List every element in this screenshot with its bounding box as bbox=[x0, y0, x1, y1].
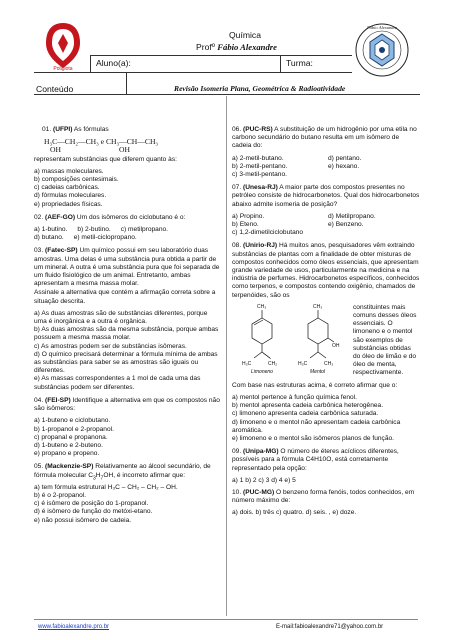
question-number: 08. bbox=[232, 242, 242, 250]
mentol-label: Mentol bbox=[310, 368, 326, 375]
option[interactable]: b) é o 2-propanol. bbox=[34, 491, 87, 499]
formula-1-oh: OH bbox=[118, 145, 130, 155]
question-number: 06. bbox=[232, 126, 242, 133]
option[interactable]: e) propano e propeno. bbox=[34, 450, 100, 458]
formula-1 bbox=[44, 138, 220, 154]
option[interactable]: c) é isômero de posição do 1-propanol. bbox=[34, 500, 149, 508]
option[interactable]: e) Benzeno. bbox=[328, 221, 364, 229]
option[interactable]: e) hexano. bbox=[328, 162, 360, 170]
footer-site-link[interactable]: www.fabioalexandre.pro.br bbox=[38, 624, 110, 630]
question-source: (PUC-RS) bbox=[243, 126, 273, 133]
header-rule bbox=[90, 55, 352, 56]
question-source: (Unesa-RJ) bbox=[243, 184, 278, 192]
option[interactable]: c) 3-metil-pentano. bbox=[232, 171, 287, 179]
student-label: Aluno(a): bbox=[96, 58, 131, 68]
question-03-options bbox=[34, 310, 220, 392]
question-text: As fórmulas bbox=[73, 126, 109, 133]
question-text: Identifique a alternativa em que os compostos não são isômeros: bbox=[34, 396, 220, 413]
option[interactable]: d) Metilpropano. bbox=[328, 212, 376, 220]
option[interactable]: c) As amostras podem ser de substâncias isômeras. bbox=[34, 342, 187, 350]
question-07 bbox=[232, 184, 420, 209]
formula-1-oh: OH bbox=[50, 145, 61, 155]
question-08-side-text: constituintes mais comuns desses óleos essenciais. O limoneno e o mentol são exemplos de substâncias obtidas do óleo de limão e do óleo de menta, respectivamente. bbox=[353, 303, 417, 377]
label-ch3: CH₃ bbox=[313, 303, 323, 310]
question-09-options[interactable]: a) 1 b) 2 c) 3 d) 4 e) 5 bbox=[232, 476, 296, 484]
question-07-options bbox=[232, 213, 420, 238]
question-number: 01. bbox=[42, 126, 52, 133]
question-10 bbox=[232, 489, 420, 505]
question-source: (Mackenzie-SP) bbox=[45, 463, 94, 471]
footer-email: E-mail:fabioalexandre71@yahoo.com.br bbox=[276, 624, 384, 630]
content-value: Revisão Isomeria Plana, Geométrica & Radioatividade bbox=[174, 84, 346, 93]
question-10-options[interactable]: a) dois. b) três c) quatro. d) seis. , e) doze. bbox=[232, 509, 357, 517]
question-02-options bbox=[34, 226, 220, 242]
option[interactable]: e) não possui isômero de cadeia. bbox=[34, 516, 132, 524]
question-number: 07. bbox=[232, 184, 242, 192]
question-text: A substituição de um hidrogênio por uma etila no carbono secundário do butano resulta em um isômero de cadeia do: bbox=[232, 126, 417, 150]
question-number: 10. bbox=[232, 488, 242, 496]
question-04 bbox=[34, 397, 220, 413]
teacher-name: Fábio Alexandre bbox=[217, 42, 277, 52]
question-text: Há muitos anos, pesquisadores vêm extraindo substâncias de plantas com a finalidade de obter misturas de compostos conhecidos como óleos essenciais, que apresentam grande variedade de usos, particularmente na medicina e na indústria de perfumes. Hidrocarbonetos específicos, conhecidos como terpenos, e compostos contendo oxigênio, chamados de terpenóides, são os bbox=[232, 242, 420, 299]
question-number: 02. bbox=[34, 213, 44, 221]
subscript: 3 bbox=[93, 474, 96, 481]
label-h3c: H₃C bbox=[298, 360, 308, 367]
question-06 bbox=[232, 126, 420, 151]
class-label: Turma: bbox=[286, 58, 313, 68]
content-label: Conteúdo bbox=[36, 84, 74, 94]
teacher-seal-logo bbox=[354, 20, 410, 80]
question-text: OH, é incorreto afirmar que: bbox=[103, 471, 186, 479]
question-text: O número de éteres acíclicos diferentes, possíveis para a fórmula C4H10O, está corretamente representado pela opção: bbox=[232, 448, 399, 472]
subject-title: Química bbox=[229, 30, 261, 40]
formula-1-main: H₃C—CH₂—CH₃ e CH₃—CH—CH₃ bbox=[44, 137, 159, 147]
question-08-cont: Com base nas estruturas acima, é correto afirmar que o: bbox=[232, 381, 398, 389]
option[interactable]: b) mentol apresenta cadeia carbônica heterogênea. bbox=[232, 402, 384, 410]
option[interactable]: b) As duas amostras são da mesma substância, porque ambas possuem a mesma massa molar. bbox=[34, 326, 219, 342]
teacher-prefix: Profº bbox=[196, 42, 215, 52]
option[interactable]: d) limoneno e o mentol não apresentam cadeia carbônica aromática. bbox=[232, 418, 401, 434]
label-ch3: CH₃ bbox=[257, 303, 267, 310]
question-text: Um químico possui em seu laboratório duas amostras. Uma delas é uma substância pura obtida a partir de um mineral. A outra é uma substância pura que foi separada de um fluido fisiológico de um animal. Entretanto, ambas apresentam a mesma massa molar. bbox=[34, 247, 220, 288]
option[interactable]: d) butano. bbox=[34, 234, 64, 242]
question-source: (Unirio-RJ) bbox=[243, 242, 278, 250]
header-rule bbox=[34, 72, 352, 73]
question-05-options bbox=[34, 484, 220, 525]
question-04-options bbox=[34, 417, 220, 458]
option[interactable]: d) fórmulas moleculares. bbox=[34, 192, 107, 200]
option[interactable]: e) As massas correspondentes a 1 mol de cada uma das substâncias podem ser diferentes. bbox=[34, 375, 201, 391]
header-rule bbox=[126, 72, 127, 94]
option[interactable]: a) tem fórmula estrutural H₃C – CH₂ – CH₂ – OH. bbox=[34, 483, 178, 491]
logo-left-text: Poliglota bbox=[53, 66, 73, 71]
question-source: (Fatec-SP) bbox=[45, 247, 78, 255]
question-text: A maior parte dos compostos presentes no petróleo consiste de hidrocarbonetos. Qual dos hidrocarbonetos abaixo admite isomeria de posição? bbox=[232, 184, 420, 208]
option[interactable]: b) 2-butino. bbox=[77, 226, 111, 234]
question-source: (UFPI) bbox=[53, 126, 73, 133]
question-number: 09. bbox=[232, 448, 242, 456]
question-number: 04. bbox=[34, 396, 44, 404]
option[interactable]: c) cadeias carbônicas. bbox=[34, 184, 100, 192]
question-source: (Unipa-MG) bbox=[243, 448, 279, 456]
terpene-structures bbox=[232, 302, 350, 376]
option[interactable]: a) As duas amostras são de substâncias diferentes, porque uma é inorgânica e a outra é orgânica. bbox=[34, 309, 208, 326]
header-rule bbox=[90, 55, 91, 72]
question-05 bbox=[34, 463, 220, 479]
option[interactable]: a) massas moleculares. bbox=[34, 167, 104, 175]
option[interactable]: e) metil-ciclopropano. bbox=[73, 234, 137, 242]
option[interactable]: c) metilpropano. bbox=[120, 226, 168, 234]
question-source: (FEI-SP) bbox=[45, 396, 71, 404]
option[interactable]: a) mentol pertence à função química fenol. bbox=[232, 393, 357, 401]
option[interactable]: d) O químico precisará determinar a fórmula mínima de ambas as substâncias para saber se as amostras são iguais ou diferentes. bbox=[34, 350, 218, 375]
option-row bbox=[34, 226, 220, 234]
formula-1-oh-row bbox=[44, 146, 220, 154]
teacher-line bbox=[196, 42, 277, 52]
question-06-options bbox=[232, 155, 420, 180]
header-rule bbox=[34, 94, 420, 95]
question-01-after: representam substâncias que diferem quanto às: bbox=[34, 155, 177, 163]
label-ch2: CH₂ bbox=[268, 360, 278, 367]
option[interactable]: b) 2-metil-pentano. bbox=[232, 162, 288, 170]
option[interactable]: b) 1-propanol e 2-propanol. bbox=[34, 425, 114, 433]
option[interactable]: b) composições centesimais. bbox=[34, 176, 119, 184]
question-source: (PUC-MG) bbox=[243, 488, 275, 496]
question-text: O benzeno forma fenóis, todos conhecidos, em número máximo de: bbox=[232, 488, 415, 505]
question-source: (AEF-GO) bbox=[45, 213, 76, 221]
left-column bbox=[34, 126, 220, 525]
question-03 bbox=[34, 247, 220, 288]
option-row bbox=[34, 234, 220, 242]
question-01 bbox=[34, 126, 220, 134]
header-rule bbox=[280, 55, 281, 72]
option[interactable]: a) 1-butino. bbox=[34, 226, 68, 234]
option[interactable]: c) 1,2-dimetilciclobutano bbox=[232, 229, 304, 237]
label-oh: OH bbox=[332, 342, 340, 349]
label-h3c: H₃C bbox=[242, 360, 252, 367]
option[interactable]: d) é isômero de função do metóxi-etano. bbox=[34, 508, 153, 516]
school-logo bbox=[42, 21, 84, 71]
question-text: H bbox=[95, 471, 101, 479]
footer-rule bbox=[34, 619, 418, 620]
logo-right-text: Fábio Alexandre bbox=[366, 25, 398, 30]
option[interactable]: e) limoneno e o mentol são isômeros planos de função. bbox=[232, 434, 395, 442]
limoneno-label: Limoneno bbox=[251, 368, 273, 375]
option[interactable]: a) 1-buteno e ciclobutano. bbox=[34, 417, 111, 425]
option[interactable]: d) pentano. bbox=[328, 154, 362, 162]
option[interactable]: c) limoneno apresenta cadeia carbônica saturada. bbox=[232, 410, 379, 418]
question-number: 03. bbox=[34, 247, 44, 255]
right-column bbox=[232, 126, 420, 522]
subscript: 7 bbox=[100, 474, 104, 481]
column-divider bbox=[226, 96, 227, 616]
option[interactable]: b) Eteno. bbox=[232, 221, 259, 229]
option[interactable]: a) Propino. bbox=[232, 212, 265, 220]
question-text: Um dos isômeros do ciclobutano é o: bbox=[76, 213, 186, 221]
question-09 bbox=[232, 448, 420, 473]
option[interactable]: c) propanal e propanona. bbox=[34, 433, 108, 441]
question-08-figure-row bbox=[232, 302, 420, 378]
question-02 bbox=[34, 214, 220, 222]
option[interactable]: a) 2-metil-butano. bbox=[232, 154, 284, 162]
question-03-cont: Assinale a alternativa que contém a afirmação correta sobre a situação descrita. bbox=[34, 289, 216, 305]
option[interactable]: d) 1-buteno e 2-buteno. bbox=[34, 441, 103, 449]
question-08 bbox=[232, 242, 420, 299]
question-number: 05. bbox=[34, 463, 44, 471]
option[interactable]: e) propriedades físicas. bbox=[34, 200, 103, 208]
question-08-options bbox=[232, 394, 420, 443]
label-ch3: CH₃ bbox=[324, 360, 334, 367]
question-01-options bbox=[34, 168, 220, 209]
question-text: Relativamente ao álcool secundário, de fórmula molecular C bbox=[34, 463, 211, 479]
